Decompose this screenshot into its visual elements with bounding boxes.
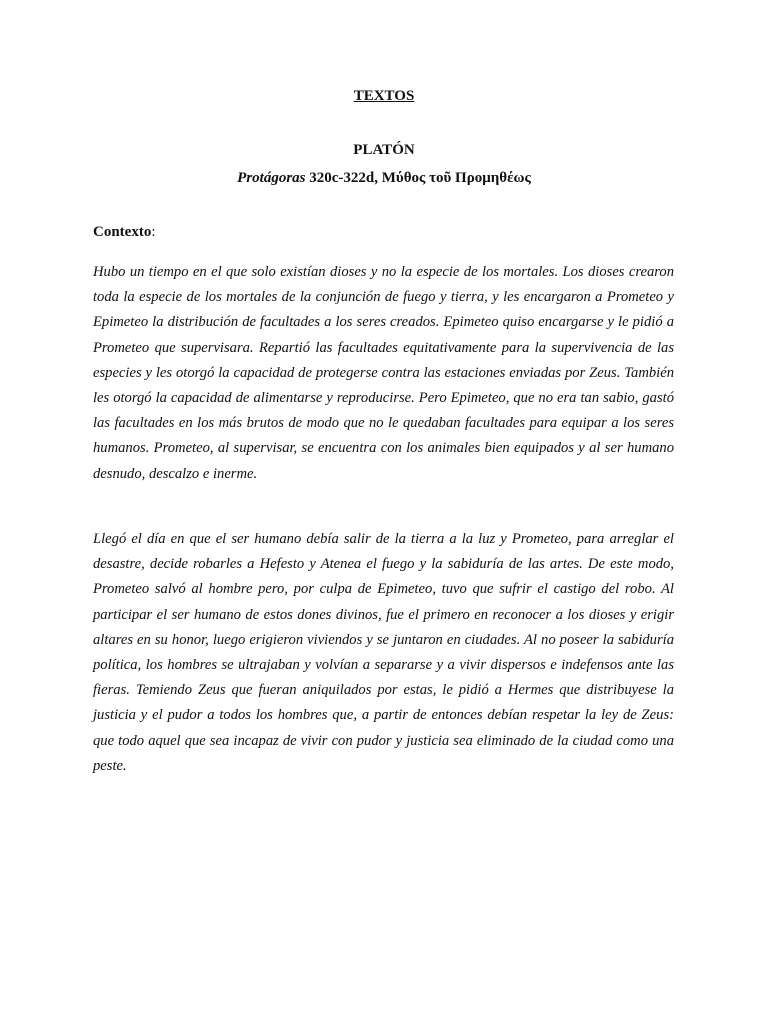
work-reference: 320c-322d, Μύθος τοῦ Προμηθέως	[305, 170, 531, 186]
paragraph-1: Hubo un tiempo en el que solo existían dioses y no la especie de los mortales. Los dioses crearon toda la especie de los mortales de la conjunción de fuego y tierra, y les encargaron a Prometeo y Epimeteo la distribución de facultades a los seres creados. Epimeteo quiso encargarse y le pidió a Prometeo que supervisara. Repartió las facultades equitativamente para la supervivencia de las especies y les otorgó la capacidad de protegerse contra las estaciones enviadas por Zeus. También les otorgó la capacidad de alimentarse y reproducirse. Pero Epimeteo, que no era tan sabio, gastó las facultades en los más brutos de modo que no le quedaban facultades para equipar a los seres humanos. Prometeo, al supervisar, se encuentra con los animales bien equipados y al ser humano desnudo, descalzo e inerme.	[93, 264, 674, 482]
author-heading: PLATÓN	[353, 142, 415, 158]
paragraph-2: Llegó el día en que el ser humano debía salir de la tierra a la luz y Prometeo, para arreglar el desastre, decide robarles a Hefesto y Atenea el fuego y la sabiduría de las artes. De este modo, Prometeo salvó al hombre pero, por culpa de Epimeteo, tuvo que sufrir el castigo del robo. Al participar el ser humano de estos dones divinos, fue el primero en reconocer a los dioses y erigir altares en su honor, luego erigieron viviendos y se juntaron en ciudades. Al no poseer la sabiduría política, los hombres se ultrajaban y volvían a separarse y a vivir dispersos e indefensos ante las fieras. Temiendo Zeus que fueran aniquilados por estas, le pidió a Hermes que distribuyese la justicia y el pudor a todos los hombres que, a partir de entonces debían respetar la ley de Zeus: que todo aquel que sea incapaz de vivir con pudor y justicia sea eliminado de la ciudad como una peste.	[93, 531, 674, 774]
context-label	[93, 224, 156, 241]
context-label-text: Contexto	[93, 224, 152, 240]
context-label-colon: :	[151, 224, 156, 240]
document-heading: TEXTOS	[353, 88, 415, 104]
work-heading	[0, 170, 768, 187]
work-name: Protágoras	[237, 170, 306, 186]
